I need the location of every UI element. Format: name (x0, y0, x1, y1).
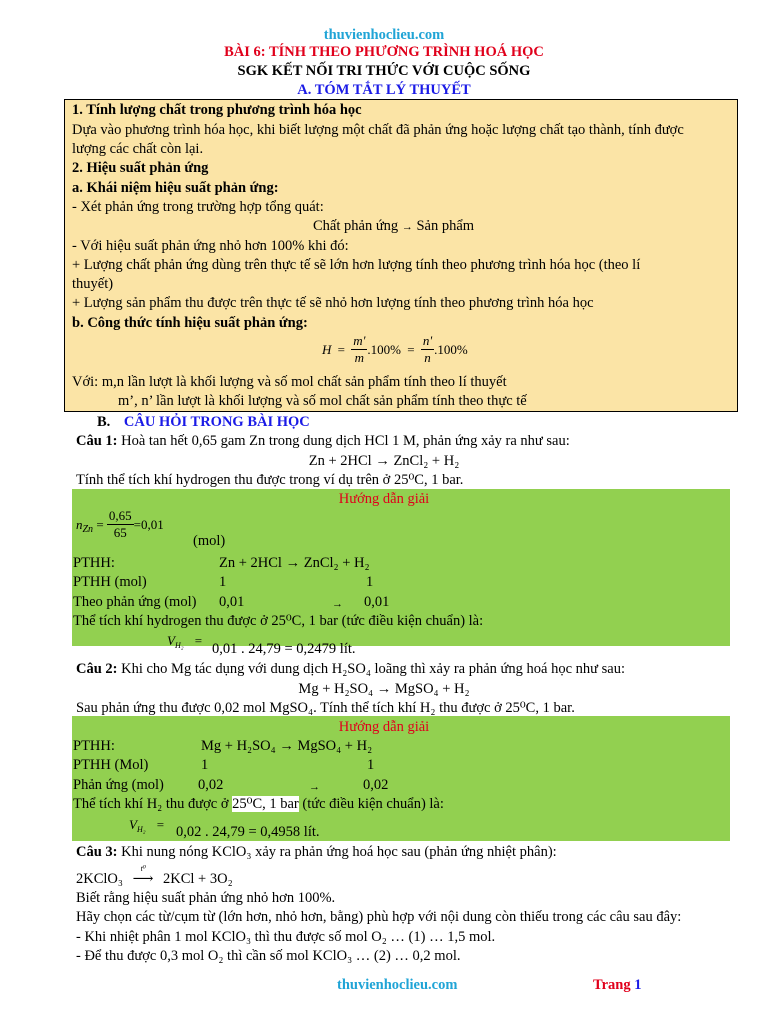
question-text: - Để thu được 0,3 mol O₂ thì cần số mol KClO₃ … (2) … 0,2 mol. (76, 948, 461, 964)
denominator: 65 (113, 525, 127, 540)
question-text: Sau phản ứng thu được 0,02 mol MgSO₄. Tính thể tích khí H₂ thu được ở 25⁰C, 1 bar. (76, 700, 575, 716)
theory-text: m’, n’ lần lượt là khối lượng và số mol chất sản phẩm tính theo thực tế (118, 393, 527, 409)
moles-value: 0,01 (364, 594, 390, 610)
formula-equals: = (337, 341, 345, 357)
answer-text: Thể tích khí hydrogen thu được ở 25⁰C, 1 bar (tức điều kiện chuẩn) là: (73, 613, 484, 629)
answer-heading: Hướng dẫn giải (338, 491, 430, 507)
page-label: Trang (593, 977, 631, 993)
formula-h: H (322, 341, 332, 357)
section-b-heading (97, 413, 310, 431)
volume-result: 0,01 . 24,79 = 0,2479 lít. (212, 641, 356, 657)
question-text: Biết rằng hiệu suất phản ứng nhỏ hơn 100%. (76, 890, 336, 906)
numerator: 0,65 (108, 508, 132, 523)
moles-formula: $n_{Zn}$ = $\frac{0,65}{65}$ =0,01 (76, 508, 164, 540)
equation: Mg + H₂SO₄ → MgSO₄ + H₂ (201, 738, 373, 754)
theory-text: + Lượng chất phản ứng dùng trên thực tế sẽ lớn hơn lượng tính theo phương trình hóa học (theo lí (72, 257, 641, 273)
lesson-subtitle: SGK KẾT NỐI TRI THỨC VỚI CUỘC SỐNG (237, 63, 531, 79)
ratio-value: 1 (367, 757, 375, 773)
page-num: 1 (634, 977, 642, 993)
theory-heading-1: 1. Tính lượng chất trong phương trình hóa học (72, 102, 362, 118)
ratio-value: 1 (219, 574, 227, 590)
section-b-label: B. (97, 414, 111, 430)
row-label: PTHH (Mol) (73, 757, 149, 773)
ratio-value: 1 (366, 574, 374, 590)
theory-heading-2: 2. Hiệu suất phản ứng (72, 160, 209, 176)
site-footer[interactable]: thuvienhoclieu.com (337, 977, 458, 993)
volume-formula: $V_{H_2}$ = (129, 817, 165, 834)
equation: Mg + H₂SO₄ → MgSO₄ + H₂ (298, 681, 470, 697)
denominator: m (354, 350, 365, 365)
formula-percent: .100% (434, 341, 468, 357)
theory-text: lượng các chất còn lại. (72, 141, 204, 157)
row-label: Theo phản ứng (mol) (73, 594, 197, 610)
formula-equals: = (407, 341, 415, 357)
yield-formula (322, 333, 468, 371)
volume-formula: $V_{H_2}$ = (167, 633, 203, 650)
answer-text: Thể tích khí H₂ thu được ở 25⁰C, 1 bar (tức điều kiện chuẩn) là: (73, 796, 444, 812)
arrow-icon: → (401, 221, 413, 233)
page-number (593, 976, 641, 994)
question-text: Tính thể tích khí hydrogen thu được trong ví dụ trên ở 25⁰C, 1 bar. (76, 472, 464, 488)
section-a-heading: A. TÓM TẮT LÝ THUYẾT (297, 82, 471, 98)
numerator: m' (353, 333, 366, 348)
row-label: Phản ứng (mol) (73, 777, 164, 793)
formula-n: $n_{Zn}$ (76, 516, 94, 535)
moles-value: 0,02 (198, 777, 224, 793)
theory-text: - Xét phản ứng trong trường hợp tổng quát: (72, 199, 324, 215)
numerator: n' (422, 333, 433, 348)
denominator: n (424, 350, 431, 365)
row-label: PTHH (mol) (73, 574, 147, 590)
question-text: Hãy chọn các từ/cụm từ (lớn hơn, nhỏ hơn, bằng) phù hợp với nội dung còn thiếu trong các câu sau đây: (76, 909, 682, 925)
fraction-mass (107, 508, 134, 541)
fraction-m (351, 333, 367, 366)
heat-arrow: t⁰ ⟶ (132, 864, 154, 887)
arrow-icon: → (309, 781, 320, 793)
theory-text: thuyết) (72, 276, 114, 292)
row-label: PTHH: (73, 738, 115, 754)
question-label: Câu 3: (76, 844, 118, 860)
question-2 (76, 660, 625, 678)
formula-percent: .100% (367, 341, 401, 357)
reaction-products: Sản phẩm (416, 218, 475, 234)
theory-text: Với: m,n lần lượt là khối lượng và số mol chất sản phẩm tính theo lí thuyết (72, 374, 507, 390)
theory-heading-2b: b. Công thức tính hiệu suất phản ứng: (72, 315, 308, 331)
question-label: Câu 2: (76, 661, 118, 677)
question-3 (76, 843, 557, 861)
row-label: PTHH: (73, 555, 115, 571)
theory-text: Dựa vào phương trình hóa học, khi biết lượng một chất đã phản ứng hoặc lượng chất tạo thành, tính được (72, 122, 684, 138)
equation: Zn + 2HCl → ZnCl₂ + H₂ (308, 453, 460, 469)
reaction-reactants: Chất phản ứng (313, 218, 399, 234)
theory-text: + Lượng sản phẩm thu được trên thực tế sẽ nhỏ hơn lượng tính theo phương trình hóa học (72, 295, 594, 311)
arrow-icon: ⟶ (132, 871, 154, 887)
question-text: Khi cho Mg tác dụng với dung dịch H₂SO₄ loãng thì xảy ra phản ứng hoá học như sau: (117, 661, 625, 677)
theory-text: - Với hiệu suất phản ứng nhỏ hơn 100% khi đó: (72, 238, 349, 254)
moles-unit: (mol) (193, 533, 226, 549)
question-label: Câu 1: (76, 433, 118, 449)
moles-value: 0,01 (219, 594, 245, 610)
moles-value: 0,02 (363, 777, 389, 793)
question-text: Khi nung nóng KClO₃ xảy ra phản ứng hoá học sau (phản ứng nhiệt phân): (117, 844, 557, 860)
question-1 (76, 432, 570, 450)
highlighted-condition: 25⁰C, 1 bar (232, 796, 299, 812)
moles-result: =0,01 (133, 516, 164, 532)
fraction-n (421, 333, 434, 366)
section-b-title: CÂU HỎI TRONG BÀI HỌC (123, 414, 310, 430)
volume-result: 0,02 . 24,79 = 0,4958 lít. (176, 824, 320, 840)
arrow-icon: → (332, 598, 343, 610)
question-text: Hoà tan hết 0,65 gam Zn trong dung dịch HCl 1 M, phản ứng xảy ra như sau: (117, 433, 570, 449)
answer-heading: Hướng dẫn giải (338, 719, 430, 735)
general-reaction (313, 217, 474, 236)
lesson-title: BÀI 6: TÍNH THEO PHƯƠNG TRÌNH HOÁ HỌC (224, 44, 544, 60)
site-header[interactable]: thuvienhoclieu.com (323, 27, 445, 43)
equation: 2KClO₃ t⁰ ⟶ 2KCl + 3O₂ (76, 864, 233, 887)
theory-heading-2a: a. Khái niệm hiệu suất phản ứng: (72, 180, 279, 196)
ratio-value: 1 (201, 757, 209, 773)
question-text: - Khi nhiệt phân 1 mol KClO₃ thì thu được số mol O₂ … (1) … 1,5 mol. (76, 929, 496, 945)
equation: Zn + 2HCl → ZnCl₂ + H₂ (219, 555, 370, 571)
